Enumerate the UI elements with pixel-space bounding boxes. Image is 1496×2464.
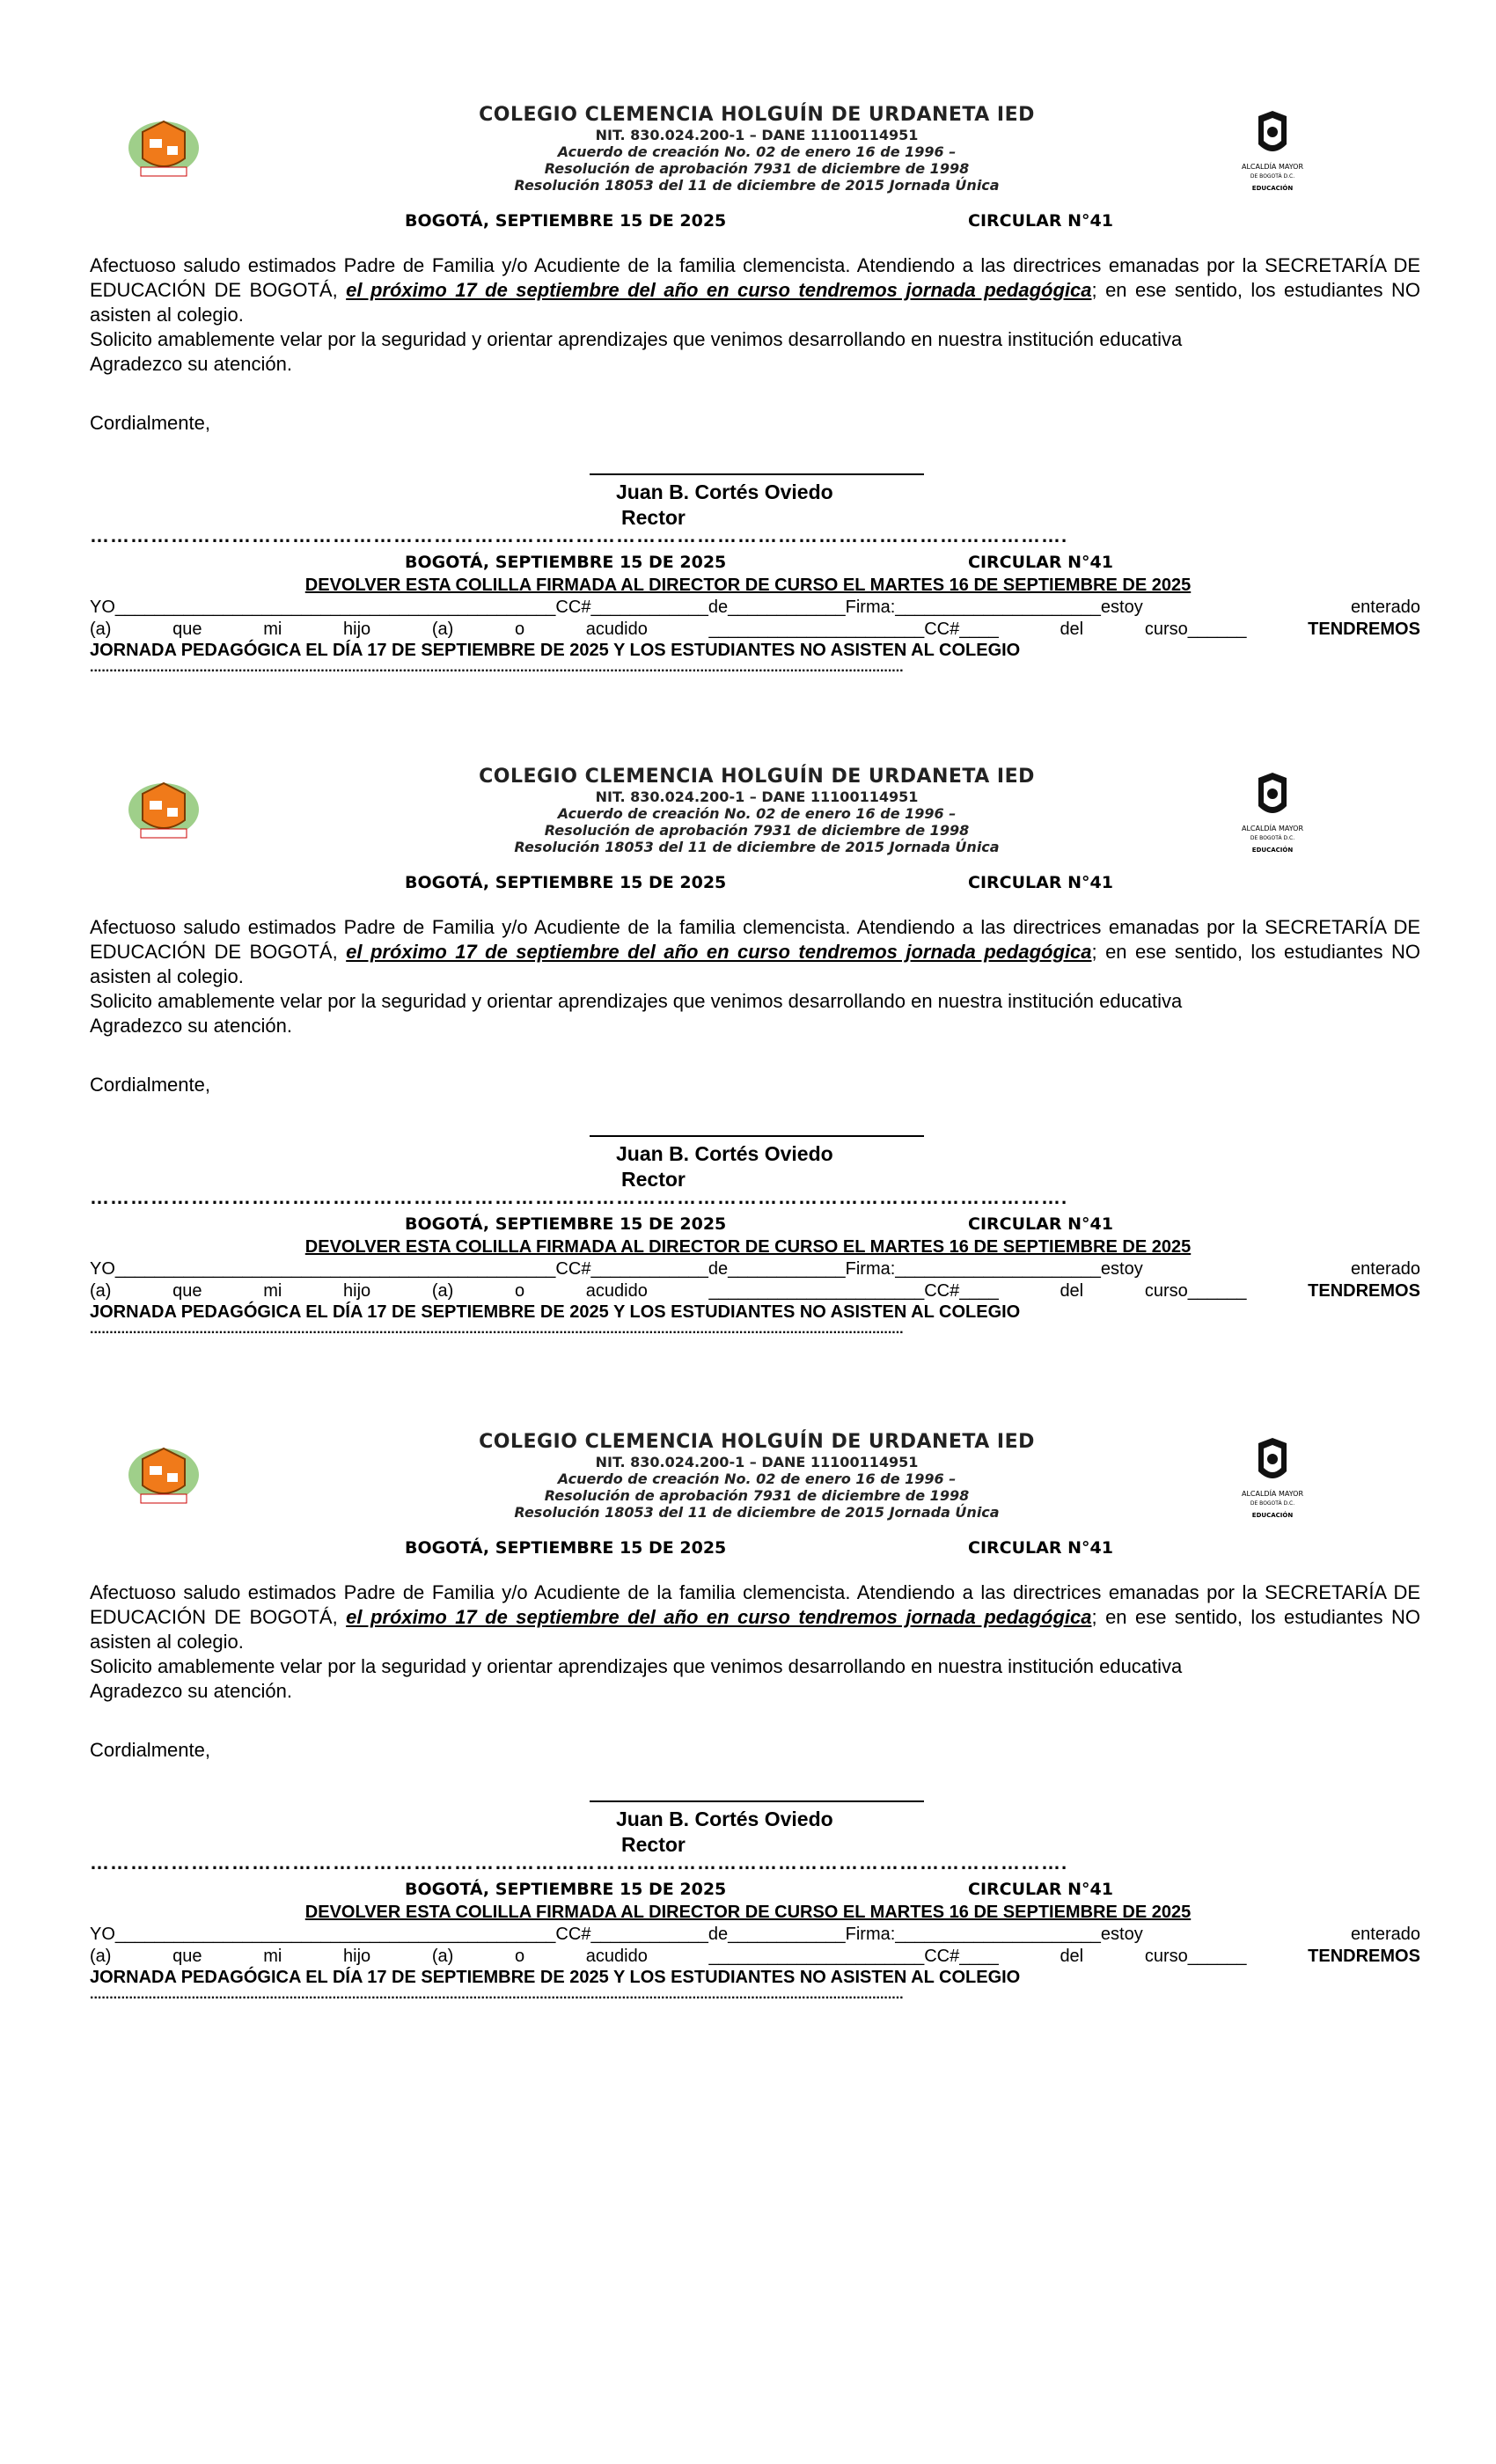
closing: Cordialmente, <box>90 1074 210 1096</box>
paragraph-request: Solicito amablemente velar por la seguridad y orientar aprendizajes que venimos desarrollando en nuestra institución educativa <box>90 1655 1183 1677</box>
school-header <box>422 1431 1091 1521</box>
slip-date: BOGOTÁ, SEPTIEMBRE 15 DE 2025 <box>405 553 727 572</box>
school-resolucion-1: Resolución de aprobación 7931 de diciembre de 1998 <box>544 1487 970 1504</box>
signer-role: Rector <box>621 1833 686 1856</box>
signer-name: Juan B. Cortés Oviedo <box>616 1808 833 1830</box>
paragraph-thanks: Agradezco su atención. <box>90 353 292 375</box>
logo-text-3: EDUCACIÓN <box>1251 1512 1294 1519</box>
bogota-education-logo <box>1232 1436 1313 1524</box>
logo-text-3: EDUCACIÓN <box>1251 847 1294 854</box>
paragraph-request: Solicito amablemente velar por la seguridad y orientar aprendizajes que venimos desarrollando en nuestra institución educativa <box>90 990 1183 1012</box>
date-line: BOGOTÁ, SEPTIEMBRE 15 DE 2025 <box>405 1538 727 1558</box>
closing: Cordialmente, <box>90 1739 210 1761</box>
paragraph-request: Solicito amablemente velar por la seguridad y orientar aprendizajes que venimos desarrollando en nuestra institución educativa <box>90 328 1183 350</box>
signature-line <box>590 1135 924 1137</box>
slip-circular-number: CIRCULAR N°41 <box>968 1880 1113 1899</box>
date-line: BOGOTÁ, SEPTIEMBRE 15 DE 2025 <box>405 211 727 231</box>
circular-number: CIRCULAR N°41 <box>968 873 1113 892</box>
emphasis-text: el próximo 17 de septiembre del año en curso tendremos jornada pedagógica <box>346 941 1092 963</box>
slip-instruction: DEVOLVER ESTA COLILLA FIRMADA AL DIRECTOR DE CURSO EL MARTES 16 DE SEPTIEMBRE DE 2025 <box>304 1903 1192 1922</box>
slip-line-1: YO_____________________________________________CC#____________de____________Firma:_____________________estoy enterado <box>90 1925 1420 1944</box>
slip-line-2: (a) que mi hijo (a) o acudido ______________________CC#____ del curso______ TENDREMOS <box>90 620 1420 639</box>
circular-body <box>90 253 1420 377</box>
circular-number: CIRCULAR N°41 <box>968 211 1113 231</box>
slip-line-3: JORNADA PEDAGÓGICA EL DÍA 17 DE SEPTIEMBRE DE 2025 Y LOS ESTUDIANTES NO ASISTEN AL COLEGIO <box>90 641 1021 660</box>
cut-line: ………………………………………………………………………………………………………………………………. <box>90 1186 1068 1208</box>
bottom-cut-line: ................................................................................................................................................................................................................ <box>90 660 904 675</box>
emphasis-text: el próximo 17 de septiembre del año en curso tendremos jornada pedagógica <box>346 1606 1092 1628</box>
slip-line-1: YO_____________________________________________CC#____________de____________Firma:_____________________estoy enterado <box>90 1259 1420 1279</box>
logo-text-2: DE BOGOTÁ D.C. <box>1250 173 1295 180</box>
paragraph-thanks: Agradezco su atención. <box>90 1680 292 1702</box>
slip-line-3: JORNADA PEDAGÓGICA EL DÍA 17 DE SEPTIEMBRE DE 2025 Y LOS ESTUDIANTES NO ASISTEN AL COLEGIO <box>90 1302 1021 1322</box>
circular-number: CIRCULAR N°41 <box>968 1538 1113 1558</box>
cut-line: ………………………………………………………………………………………………………………………………. <box>90 524 1068 546</box>
slip-date: BOGOTÁ, SEPTIEMBRE 15 DE 2025 <box>405 1214 727 1234</box>
school-resolucion-2: Resolución 18053 del 11 de diciembre de 2015 Jornada Única <box>514 839 1000 855</box>
school-nit: NIT. 830.024.200-1 – DANE 11100114951 <box>595 788 919 805</box>
signature-line <box>590 473 924 475</box>
school-crest-logo <box>123 1440 204 1508</box>
paragraph-thanks: Agradezco su atención. <box>90 1015 292 1037</box>
signer-role: Rector <box>621 506 686 529</box>
logo-text-1: ALCALDÍA MAYOR <box>1241 825 1304 832</box>
slip-circular-number: CIRCULAR N°41 <box>968 553 1113 572</box>
logo-text-2: DE BOGOTÁ D.C. <box>1250 835 1295 841</box>
school-resolucion-2: Resolución 18053 del 11 de diciembre de 2015 Jornada Única <box>514 1504 1000 1521</box>
bogota-education-logo <box>1232 109 1313 197</box>
school-resolucion-1: Resolución de aprobación 7931 de diciembre de 1998 <box>544 822 970 839</box>
slip-line-1: YO_____________________________________________CC#____________de____________Firma:_____________________estoy enterado <box>90 598 1420 617</box>
school-acuerdo: Acuerdo de creación No. 02 de enero 16 de 1996 – <box>557 1470 957 1487</box>
school-crest-logo <box>123 113 204 181</box>
slip-instruction: DEVOLVER ESTA COLILLA FIRMADA AL DIRECTOR DE CURSO EL MARTES 16 DE SEPTIEMBRE DE 2025 <box>304 1237 1192 1257</box>
logo-text-1: ALCALDÍA MAYOR <box>1241 1490 1304 1498</box>
school-resolucion-1: Resolución de aprobación 7931 de diciembre de 1998 <box>544 160 970 177</box>
school-header <box>422 766 1091 855</box>
signer-role: Rector <box>621 1168 686 1191</box>
logo-text-1: ALCALDÍA MAYOR <box>1241 163 1304 171</box>
school-nit: NIT. 830.024.200-1 – DANE 11100114951 <box>595 127 919 143</box>
school-resolucion-2: Resolución 18053 del 11 de diciembre de 2015 Jornada Única <box>514 177 1000 194</box>
school-acuerdo: Acuerdo de creación No. 02 de enero 16 de 1996 – <box>557 805 957 822</box>
school-name: COLEGIO CLEMENCIA HOLGUÍN DE URDANETA IED <box>479 104 1035 126</box>
school-crest-logo <box>123 774 204 843</box>
date-line: BOGOTÁ, SEPTIEMBRE 15 DE 2025 <box>405 873 727 892</box>
circular-block <box>0 766 1496 1431</box>
circular-block <box>0 104 1496 769</box>
bogota-education-logo <box>1232 771 1313 859</box>
school-nit: NIT. 830.024.200-1 – DANE 11100114951 <box>595 1454 919 1470</box>
school-name: COLEGIO CLEMENCIA HOLGUÍN DE URDANETA IED <box>479 1431 1035 1453</box>
circular-body <box>90 915 1420 1038</box>
logo-text-3: EDUCACIÓN <box>1251 185 1294 192</box>
slip-line-3: JORNADA PEDAGÓGICA EL DÍA 17 DE SEPTIEMBRE DE 2025 Y LOS ESTUDIANTES NO ASISTEN AL COLEGIO <box>90 1968 1021 1987</box>
slip-instruction: DEVOLVER ESTA COLILLA FIRMADA AL DIRECTOR DE CURSO EL MARTES 16 DE SEPTIEMBRE DE 2025 <box>304 576 1192 595</box>
slip-date: BOGOTÁ, SEPTIEMBRE 15 DE 2025 <box>405 1880 727 1899</box>
slip-circular-number: CIRCULAR N°41 <box>968 1214 1113 1234</box>
circular-block <box>0 1431 1496 2096</box>
cut-line: ………………………………………………………………………………………………………………………………. <box>90 1852 1068 1874</box>
emphasis-text: el próximo 17 de septiembre del año en curso tendremos jornada pedagógica <box>346 279 1092 301</box>
circular-body <box>90 1580 1420 1704</box>
paragraph-main: Afectuoso saludo estimados Padre de Familia y/o Acudiente de la familia clemencista. Atendiendo a las directrices emanadas por la SECRETARÍA DE EDUCACIÓN DE BOGOTÁ, el próximo 17 de septiembre del año en curso tendremos jornada pedagógica; en ese sentido, los estudiantes NO asisten al colegio. <box>90 254 1420 326</box>
school-header <box>422 104 1091 194</box>
signer-name: Juan B. Cortés Oviedo <box>616 1142 833 1165</box>
slip-line-2: (a) que mi hijo (a) o acudido ______________________CC#____ del curso______ TENDREMOS <box>90 1281 1420 1301</box>
signer-name: Juan B. Cortés Oviedo <box>616 480 833 503</box>
bottom-cut-line: ................................................................................................................................................................................................................ <box>90 1322 904 1337</box>
signature-line <box>590 1800 924 1802</box>
school-name: COLEGIO CLEMENCIA HOLGUÍN DE URDANETA IED <box>479 766 1035 788</box>
closing: Cordialmente, <box>90 412 210 434</box>
paragraph-main: Afectuoso saludo estimados Padre de Familia y/o Acudiente de la familia clemencista. Atendiendo a las directrices emanadas por la SECRETARÍA DE EDUCACIÓN DE BOGOTÁ, el próximo 17 de septiembre del año en curso tendremos jornada pedagógica; en ese sentido, los estudiantes NO asisten al colegio. <box>90 1581 1420 1653</box>
logo-text-2: DE BOGOTÁ D.C. <box>1250 1500 1295 1507</box>
slip-line-2: (a) que mi hijo (a) o acudido ______________________CC#____ del curso______ TENDREMOS <box>90 1947 1420 1966</box>
bottom-cut-line: ................................................................................................................................................................................................................ <box>90 1987 904 2002</box>
school-acuerdo: Acuerdo de creación No. 02 de enero 16 de 1996 – <box>557 143 957 160</box>
paragraph-main: Afectuoso saludo estimados Padre de Familia y/o Acudiente de la familia clemencista. Atendiendo a las directrices emanadas por la SECRETARÍA DE EDUCACIÓN DE BOGOTÁ, el próximo 17 de septiembre del año en curso tendremos jornada pedagógica; en ese sentido, los estudiantes NO asisten al colegio. <box>90 916 1420 987</box>
